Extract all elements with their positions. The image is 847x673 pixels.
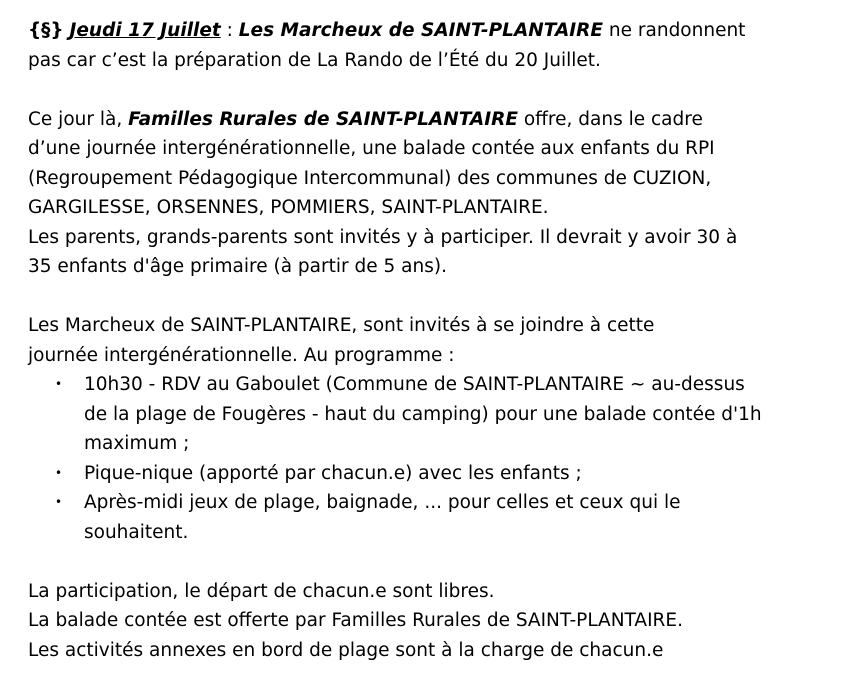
program-item-line: Pique-nique (apporté par chacun.e) avec les enfants ;: [84, 462, 582, 484]
program-item-line: Après-midi jeux de plage, baignade, ... pour celles et ceux qui le: [84, 492, 681, 513]
closing-line-3: Les activités annexes en bord de plage sont à la charge de chacun.e: [28, 639, 664, 661]
program-item-line: maximum ;: [84, 433, 190, 454]
intro-line-2: pas car c’est la préparation de La Rando de l’Été du 20 Juillet.: [28, 49, 601, 71]
program-item: [28, 488, 828, 547]
bullet-icon: •: [55, 495, 63, 509]
paragraph-spacer: [28, 547, 828, 577]
organizer-line-1: [28, 105, 828, 135]
paragraph-spacer: [28, 282, 828, 312]
organizer-line-5: Les parents, grands-parents sont invités y à participer. Il devrait y avoir 30 à: [28, 226, 738, 248]
organizer-lead: Ce jour là,: [28, 108, 129, 130]
program-list: [28, 370, 828, 547]
organizer-line-2: d’une journée intergénérationnelle, une balade contée aux enfants du RPI: [28, 138, 715, 159]
intro-line-1: [28, 16, 828, 46]
program-item-line: 10h30 - RDV au Gaboulet (Commune de SAINT-PLANTAIRE ~ au-dessus: [84, 374, 745, 395]
invitation-line-2: journée intergénérationnelle. Au programme :: [28, 344, 455, 366]
invitation-line-1: Les Marcheux de SAINT-PLANTAIRE, sont invités à se joindre à cette: [28, 315, 655, 336]
paragraph-spacer: [28, 75, 828, 105]
closing-paragraph: [28, 577, 828, 666]
organizer-line-6: 35 enfants d'âge primaire (à partir de 5 ans).: [28, 256, 447, 277]
document-body: [28, 16, 828, 665]
program-item-line: de la plage de Fougères - haut du camping) pour une balade contée d'1h: [84, 403, 762, 425]
group-name: Les Marcheux de SAINT-PLANTAIRE: [238, 20, 604, 41]
intro-colon: :: [220, 20, 239, 41]
program-item-line: souhaitent.: [84, 521, 189, 543]
intro-paragraph: [28, 16, 828, 75]
closing-line-2: La balade contée est offerte par Familles Rurales de SAINT-PLANTAIRE.: [28, 610, 683, 631]
program-item: [28, 459, 828, 489]
program-item: [28, 370, 828, 459]
organizer-name: Familles Rurales de SAINT-PLANTAIRE: [128, 108, 518, 130]
closing-line-1: La participation, le départ de chacun.e sont libres.: [28, 580, 495, 602]
organizer-line-3: (Regroupement Pédagogique Intercommunal) des communes de CUZION,: [28, 167, 712, 189]
bullet-icon: •: [55, 465, 63, 480]
invitation-paragraph: [28, 311, 828, 370]
organizer-line-4: GARGILESSE, ORSENNES, POMMIERS, SAINT-PLANTAIRE.: [28, 197, 549, 218]
organizer-line-1-rest: offre, dans le cadre: [517, 108, 703, 130]
organizer-paragraph: [28, 105, 828, 282]
bullet-icon: •: [55, 377, 63, 391]
event-date: Jeudi 17 Juillet: [69, 20, 221, 41]
intro-text-1: ne randonnent: [603, 20, 746, 41]
section-marker: {§}: [28, 20, 64, 41]
